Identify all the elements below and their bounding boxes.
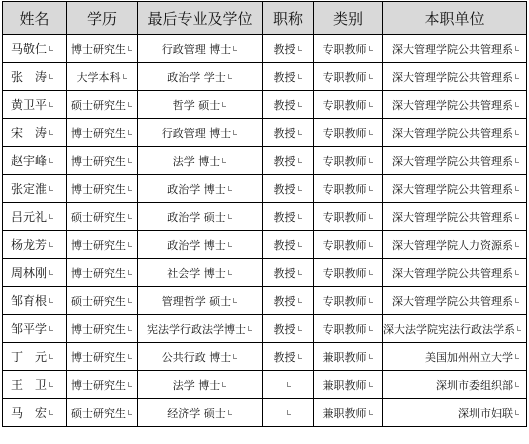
title-cell [263, 175, 314, 203]
education-text: 博士研究生 [71, 42, 126, 56]
education-text: 硕士研究生 [71, 98, 126, 112]
name-text: 黄卫平 [11, 98, 48, 112]
paragraph-mark-icon [297, 298, 303, 305]
paragraph-mark-icon [514, 270, 520, 277]
degree-cell [138, 315, 263, 343]
title-text: 教授 [273, 238, 296, 252]
table-row [3, 175, 527, 203]
paragraph-mark-icon [127, 354, 133, 361]
degree-text: 法学 博士 [172, 378, 221, 392]
table-row [3, 371, 527, 399]
degree-cell [138, 63, 263, 91]
name-cell [3, 371, 67, 399]
paragraph-mark-icon [516, 326, 522, 333]
paragraph-mark-icon [368, 74, 374, 81]
title-cell [263, 259, 314, 287]
category-text: 专职教师 [322, 210, 367, 224]
title-text: 教授 [273, 322, 296, 336]
degree-cell [138, 119, 263, 147]
table-row [3, 399, 527, 427]
category-text: 兼职教师 [322, 378, 367, 392]
paragraph-mark-icon [227, 270, 233, 277]
category-text: 兼职教师 [322, 350, 367, 364]
title-text: 教授 [273, 42, 296, 56]
paragraph-mark-icon [221, 382, 227, 389]
name-cell [3, 147, 67, 175]
paragraph-mark-icon [122, 74, 128, 81]
title-cell [263, 287, 314, 315]
education-cell [67, 231, 138, 259]
degree-text: 哲学 硕士 [172, 98, 221, 112]
name-text: 周林刚 [11, 266, 48, 280]
paragraph-mark-icon [286, 382, 292, 389]
education-cell [67, 147, 138, 175]
education-cell [67, 399, 138, 427]
education-text: 硕士研究生 [71, 210, 126, 224]
category-text: 兼职教师 [322, 406, 367, 420]
category-text: 专职教师 [322, 154, 367, 168]
title-cell [263, 203, 314, 231]
education-text: 博士研究生 [71, 154, 126, 168]
category-cell [314, 91, 383, 119]
paragraph-mark-icon [368, 46, 374, 53]
unit-text: 深大管理学院公共管理系 [392, 210, 513, 224]
table-row [3, 63, 527, 91]
org-cell [383, 175, 527, 203]
name-cell [3, 119, 67, 147]
education-text: 博士研究生 [71, 350, 126, 364]
category-cell [314, 287, 383, 315]
paragraph-mark-icon [48, 242, 54, 249]
paragraph-mark-icon [368, 158, 374, 165]
unit-text: 美国加州州立大学 [425, 350, 513, 364]
paragraph-mark-icon [48, 214, 54, 221]
category-text: 专职教师 [322, 322, 367, 336]
title-text: 教授 [273, 210, 296, 224]
name-cell [3, 343, 67, 371]
name-text: 吕元礼 [11, 210, 48, 224]
unit-text: 深大管理学院公共管理系 [392, 70, 513, 84]
degree-text: 行政管理 博士 [161, 126, 232, 140]
paragraph-mark-icon [227, 410, 233, 417]
degree-cell [138, 175, 263, 203]
education-text: 博士研究生 [71, 182, 126, 196]
paragraph-mark-icon [514, 158, 520, 165]
degree-cell [138, 287, 263, 315]
column-header-name: 姓名 [3, 2, 67, 35]
education-text: 博士研究生 [71, 378, 126, 392]
category-cell [314, 147, 383, 175]
paragraph-mark-icon [297, 102, 303, 109]
paragraph-mark-icon [368, 354, 374, 361]
paragraph-mark-icon [221, 102, 227, 109]
paragraph-mark-icon [48, 46, 54, 53]
org-cell [383, 203, 527, 231]
paragraph-mark-icon [48, 354, 54, 361]
degree-cell [138, 91, 263, 119]
column-header-unit: 本职单位 [383, 2, 527, 35]
education-cell [67, 287, 138, 315]
name-text: 马 宏 [11, 406, 48, 420]
name-text: 邹平学 [11, 322, 48, 336]
paragraph-mark-icon [227, 186, 233, 193]
paragraph-mark-icon [514, 130, 520, 137]
paragraph-mark-icon [514, 186, 520, 193]
name-text: 丁 元 [11, 350, 48, 364]
staff-table [2, 1, 527, 427]
title-text: 教授 [273, 182, 296, 196]
column-header-degree: 最后专业及学位 [138, 2, 263, 35]
paragraph-mark-icon [48, 382, 54, 389]
degree-cell [138, 399, 263, 427]
name-text: 张定淮 [11, 182, 48, 196]
education-cell [67, 35, 138, 63]
name-cell [3, 91, 67, 119]
unit-text: 深大管理学院公共管理系 [392, 98, 513, 112]
paragraph-mark-icon [368, 410, 374, 417]
category-text: 专职教师 [322, 42, 367, 56]
paragraph-mark-icon [297, 46, 303, 53]
table-row [3, 231, 527, 259]
title-cell [263, 315, 314, 343]
paragraph-mark-icon [514, 298, 520, 305]
paragraph-mark-icon [232, 46, 238, 53]
education-text: 博士研究生 [71, 322, 126, 336]
paragraph-mark-icon [127, 242, 133, 249]
name-cell [3, 203, 67, 231]
table-row [3, 119, 527, 147]
degree-cell [138, 147, 263, 175]
name-text: 马敬仁 [11, 42, 48, 56]
paragraph-mark-icon [368, 186, 374, 193]
table-row [3, 287, 527, 315]
title-cell [263, 91, 314, 119]
category-cell [314, 231, 383, 259]
education-text: 硕士研究生 [71, 294, 126, 308]
category-cell [314, 203, 383, 231]
paragraph-mark-icon [127, 410, 133, 417]
paragraph-mark-icon [48, 326, 54, 333]
org-cell [383, 259, 527, 287]
paragraph-mark-icon [297, 242, 303, 249]
table-body [3, 35, 527, 427]
title-cell [263, 231, 314, 259]
category-cell [314, 259, 383, 287]
category-text: 专职教师 [322, 70, 367, 84]
org-cell [383, 287, 527, 315]
title-cell [263, 35, 314, 63]
column-header-education: 学历 [67, 2, 138, 35]
education-text: 硕士研究生 [71, 406, 126, 420]
name-cell [3, 399, 67, 427]
paragraph-mark-icon [48, 74, 54, 81]
unit-text: 深圳市委组织部 [436, 378, 513, 392]
paragraph-mark-icon [127, 158, 133, 165]
category-cell [314, 371, 383, 399]
paragraph-mark-icon [297, 186, 303, 193]
paragraph-mark-icon [48, 186, 54, 193]
org-cell [383, 315, 527, 343]
title-cell [263, 147, 314, 175]
category-cell [314, 315, 383, 343]
paragraph-mark-icon [48, 130, 54, 137]
degree-cell [138, 35, 263, 63]
name-text: 邹育根 [11, 294, 48, 308]
title-cell [263, 63, 314, 91]
paragraph-mark-icon [127, 298, 133, 305]
org-cell [383, 119, 527, 147]
paragraph-mark-icon [297, 130, 303, 137]
paragraph-mark-icon [286, 410, 292, 417]
paragraph-mark-icon [48, 102, 54, 109]
paragraph-mark-icon [232, 130, 238, 137]
paragraph-mark-icon [221, 158, 227, 165]
org-cell [383, 231, 527, 259]
org-cell [383, 343, 527, 371]
column-header-title: 职称 [263, 2, 314, 35]
degree-text: 法学 博士 [172, 154, 221, 168]
paragraph-mark-icon [368, 326, 374, 333]
paragraph-mark-icon [514, 410, 520, 417]
name-text: 赵宇峰 [11, 154, 48, 168]
paragraph-mark-icon [297, 74, 303, 81]
title-text: 教授 [273, 98, 296, 112]
category-text: 专职教师 [322, 266, 367, 280]
degree-cell [138, 259, 263, 287]
degree-text: 社会学 博士 [167, 266, 226, 280]
title-text: 教授 [273, 266, 296, 280]
unit-text: 深大管理学院公共管理系 [392, 266, 513, 280]
degree-text: 政治学 学士 [167, 70, 226, 84]
unit-text: 深大管理学院公共管理系 [392, 126, 513, 140]
title-cell [263, 371, 314, 399]
paragraph-mark-icon [227, 74, 233, 81]
category-text: 专职教师 [322, 294, 367, 308]
education-cell [67, 371, 138, 399]
name-cell [3, 315, 67, 343]
org-cell [383, 91, 527, 119]
paragraph-mark-icon [48, 158, 54, 165]
paragraph-mark-icon [48, 410, 54, 417]
degree-text: 宪法学行政法学博士 [147, 322, 246, 336]
paragraph-mark-icon [297, 158, 303, 165]
name-text: 张 涛 [11, 70, 48, 84]
paragraph-mark-icon [127, 46, 133, 53]
education-cell [67, 175, 138, 203]
degree-cell [138, 203, 263, 231]
paragraph-mark-icon [232, 298, 238, 305]
education-cell [67, 343, 138, 371]
category-cell [314, 119, 383, 147]
paragraph-mark-icon [297, 354, 303, 361]
paragraph-mark-icon [514, 242, 520, 249]
table-row [3, 343, 527, 371]
paragraph-mark-icon [127, 382, 133, 389]
paragraph-mark-icon [514, 214, 520, 221]
education-text: 大学本科 [76, 70, 121, 84]
paragraph-mark-icon [514, 382, 520, 389]
unit-text: 深大管理学院公共管理系 [392, 154, 513, 168]
degree-text: 经济学 硕士 [167, 406, 226, 420]
paragraph-mark-icon [127, 102, 133, 109]
title-text: 教授 [273, 350, 296, 364]
paragraph-mark-icon [127, 186, 133, 193]
category-cell [314, 343, 383, 371]
name-cell [3, 175, 67, 203]
unit-text: 深大法学院宪法行政法学系 [383, 322, 515, 336]
degree-text: 公共行政 博士 [161, 350, 232, 364]
paragraph-mark-icon [368, 102, 374, 109]
paragraph-mark-icon [48, 270, 54, 277]
column-header-category: 类别 [314, 2, 383, 35]
name-cell [3, 35, 67, 63]
name-text: 宋 涛 [11, 126, 48, 140]
org-cell [383, 63, 527, 91]
category-cell [314, 35, 383, 63]
title-cell [263, 119, 314, 147]
table-row [3, 203, 527, 231]
header-row [3, 2, 527, 35]
paragraph-mark-icon [368, 214, 374, 221]
name-text: 杨龙芳 [11, 238, 48, 252]
paragraph-mark-icon [227, 242, 233, 249]
education-cell [67, 63, 138, 91]
table-row [3, 315, 527, 343]
org-cell [383, 399, 527, 427]
education-cell [67, 259, 138, 287]
education-text: 博士研究生 [71, 126, 126, 140]
title-cell [263, 343, 314, 371]
category-text: 专职教师 [322, 126, 367, 140]
category-cell [314, 63, 383, 91]
paragraph-mark-icon [48, 298, 54, 305]
unit-text: 深圳市妇联 [458, 406, 513, 420]
degree-cell [138, 231, 263, 259]
table-row [3, 259, 527, 287]
org-cell [383, 35, 527, 63]
education-cell [67, 91, 138, 119]
unit-text: 深大管理学院公共管理系 [392, 42, 513, 56]
education-text: 博士研究生 [71, 266, 126, 280]
name-cell [3, 63, 67, 91]
category-cell [314, 175, 383, 203]
category-text: 专职教师 [322, 98, 367, 112]
paragraph-mark-icon [127, 214, 133, 221]
degree-text: 政治学 博士 [167, 238, 226, 252]
paragraph-mark-icon [368, 382, 374, 389]
paragraph-mark-icon [227, 214, 233, 221]
paragraph-mark-icon [297, 326, 303, 333]
title-text: 教授 [273, 70, 296, 84]
paragraph-mark-icon [368, 242, 374, 249]
degree-text: 管理哲学 硕士 [161, 294, 232, 308]
degree-text: 政治学 博士 [167, 182, 226, 196]
table-row [3, 91, 527, 119]
org-cell [383, 371, 527, 399]
paragraph-mark-icon [297, 214, 303, 221]
paragraph-mark-icon [127, 270, 133, 277]
category-text: 专职教师 [322, 182, 367, 196]
name-cell [3, 231, 67, 259]
paragraph-mark-icon [514, 46, 520, 53]
paragraph-mark-icon [368, 130, 374, 137]
paragraph-mark-icon [368, 270, 374, 277]
paragraph-mark-icon [368, 298, 374, 305]
education-cell [67, 203, 138, 231]
title-text: 教授 [273, 294, 296, 308]
paragraph-mark-icon [127, 326, 133, 333]
name-text: 王 卫 [11, 378, 48, 392]
education-cell [67, 119, 138, 147]
education-text: 博士研究生 [71, 238, 126, 252]
unit-text: 深大管理学院公共管理系 [392, 182, 513, 196]
degree-cell [138, 371, 263, 399]
paragraph-mark-icon [514, 354, 520, 361]
title-text: 教授 [273, 154, 296, 168]
paragraph-mark-icon [514, 102, 520, 109]
name-cell [3, 259, 67, 287]
unit-text: 深大管理学院公共管理系 [392, 294, 513, 308]
paragraph-mark-icon [127, 130, 133, 137]
table-row [3, 147, 527, 175]
degree-text: 行政管理 博士 [161, 42, 232, 56]
paragraph-mark-icon [297, 270, 303, 277]
category-cell [314, 399, 383, 427]
degree-cell [138, 343, 263, 371]
org-cell [383, 147, 527, 175]
paragraph-mark-icon [514, 74, 520, 81]
unit-text: 深大管理学院人力资源系 [392, 238, 513, 252]
paragraph-mark-icon [247, 326, 253, 333]
table-row [3, 35, 527, 63]
education-cell [67, 315, 138, 343]
paragraph-mark-icon [232, 354, 238, 361]
category-text: 专职教师 [322, 238, 367, 252]
name-cell [3, 287, 67, 315]
title-cell [263, 399, 314, 427]
degree-text: 政治学 硕士 [167, 210, 226, 224]
title-text: 教授 [273, 126, 296, 140]
